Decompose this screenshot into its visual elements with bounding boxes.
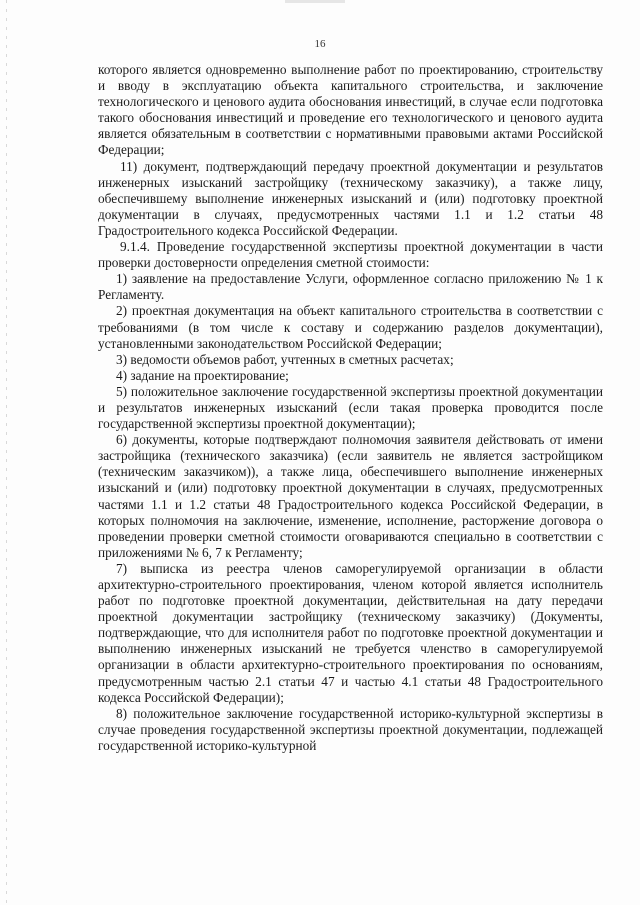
page-number: 16 (314, 38, 326, 50)
paragraph-item-8: 8) положительное заключение государственной историко-культурной экспертизы в случае проведения государственной экспертизы проектной документации, подлежащей государственной историко-культурной (98, 705, 603, 753)
scan-top-smudge (285, 0, 345, 3)
scan-edge-artifact (6, 0, 7, 905)
document-body (98, 62, 603, 754)
paragraph-item-6: 6) документы, которые подтверждают полномочия заявителя действовать от имени застройщика (технического заказчика) (если заявитель не является застройщиком (техническим заказчиком)), а также лица, обеспечившего выполнение инженерных изысканий и (или) подготовку проектной документации в случаях, предусмотренных частями 1.1 и 1.2 статьи 48 Градостроительного кодекса Российской Федерации, в которых полномочия на заключение, изменение, исполнение, расторжение договора о проведении проверки сметной стоимости оговариваются специально в соответствии с приложениями № 6, 7 к Регламенту; (98, 432, 603, 560)
paragraph-item-5: 5) положительное заключение государственной экспертизы проектной документации и результатов инженерных изысканий (если такая проверка проводится после государственной экспертизы проектной документации); (98, 383, 603, 432)
paragraph-item-1: 1) заявление на предоставление Услуги, оформленное согласно приложению № 1 к Регламенту. (98, 271, 603, 303)
paragraph-item-7: 7) выписка из реестра членов саморегулируемой организации в области архитектурно-строительного проектирования, членом которой является исполнитель работ по подготовке проектной документации, действительная на дату передачи проектной документации застройщику (техническому заказчику) (Документы, подтверждающие, что для исполнителя работ по подготовке проектной документации и выполнению инженерных изысканий не требуется членство в саморегулируемой организации в области архитектурно-строительного проектирования по основаниям, предусмотренным частью 2.1 статьи 47 и частью 4.1 статьи 48 Градостроительного кодекса Российской Федерации); (98, 560, 603, 705)
paragraph-item-2: 2) проектная документация на объект капитального строительства в соответствии с требованиями (в том числе к составу и содержанию разделов документации), установленными законодательством Российской Федерации; (98, 303, 603, 351)
paragraph-item-3: 3) ведомости объемов работ, учтенных в сметных расчетах; (116, 351, 454, 367)
paragraph-section-9-1-4: 9.1.4. Проведение государственной экспертизы проектной документации в части проверки достоверности определения сметной стоимости: (98, 239, 603, 271)
paragraph-continuation: которого является одновременно выполнение работ по проектированию, строительству и вводу в эксплуатацию объекта капитального строительства, и заключение технологического и ценового аудита обоснования инвестиций, в случае если подготовка такого обоснования инвестиций и проведение его технологического и ценового аудита является обязательным в соответствии с нормативными правовыми актами Российской Федерации; (98, 62, 603, 158)
paragraph-item-11: 11) документ, подтверждающий передачу проектной документации и результатов инженерных изысканий застройщику (техническому заказчику), а также лицу, обеспечившему выполнение инженерных изысканий и (или) подготовку проектной документации в случаях, предусмотренных частями 1.1 и 1.2 статьи 48 Градостроительного кодекса Российской Федерации. (98, 158, 603, 238)
paragraph-item-4: 4) задание на проектирование; (116, 367, 289, 383)
